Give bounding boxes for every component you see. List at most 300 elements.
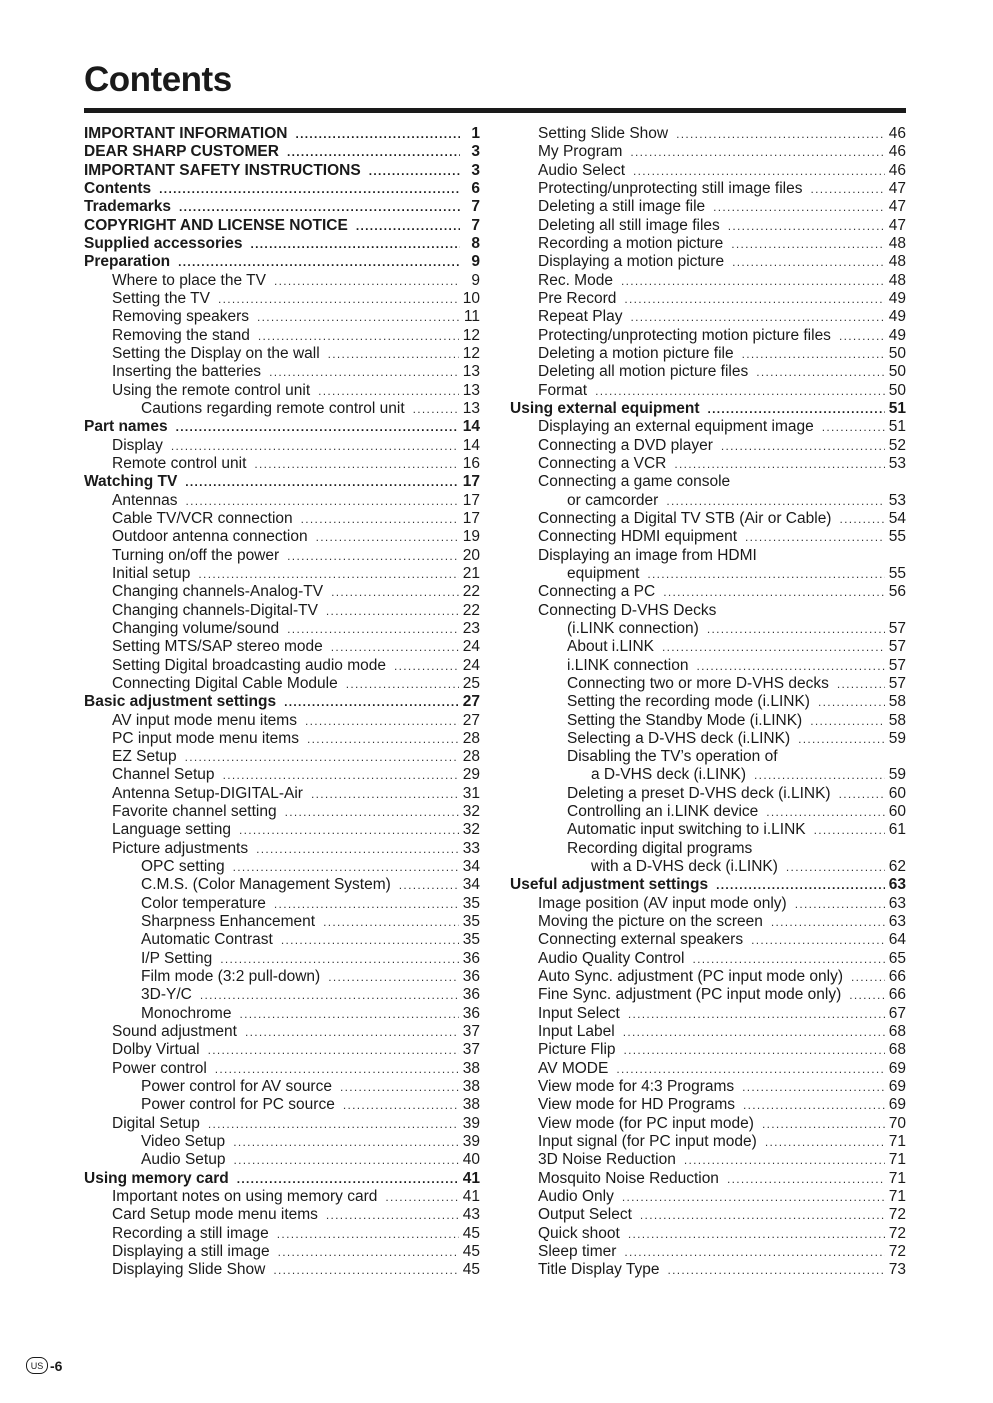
toc-entry-page: 13: [462, 399, 480, 417]
toc-entry: [510, 492, 906, 510]
toc-entry-page: 49: [888, 289, 906, 307]
toc-dot-leader: [811, 180, 885, 198]
toc-entry: [510, 895, 906, 913]
toc-entry-page: 36: [462, 949, 480, 967]
toc-entry-page: 36: [462, 968, 480, 986]
toc-entry: [510, 162, 906, 180]
toc-entry-page: 21: [462, 564, 480, 582]
toc-entry: [510, 1206, 906, 1224]
toc-dot-leader: [751, 931, 885, 949]
toc-dot-leader: [810, 712, 885, 730]
toc-entry-page: 38: [462, 1078, 480, 1096]
toc-entry-title: Favorite channel setting: [112, 803, 277, 821]
toc-entry-title: Changing channels-Digital-TV: [112, 601, 318, 619]
toc-dot-leader: [233, 1133, 459, 1151]
toc-entry: [510, 693, 906, 711]
toc-entry: [510, 986, 906, 1004]
toc-entry: [84, 675, 480, 693]
toc-entry-page: 3: [471, 161, 480, 179]
toc-dot-leader: [743, 1096, 885, 1114]
toc-entry-page: 65: [888, 949, 906, 967]
toc-entry-title: COPYRIGHT AND LICENSE NOTICE: [84, 216, 348, 234]
toc-entry: [510, 766, 906, 784]
toc-entry-title: Image position (AV input mode only): [538, 894, 787, 912]
toc-entry-title: Audio Setup: [141, 1151, 226, 1169]
toc-entry-title: AV MODE: [538, 1059, 609, 1077]
toc-dot-leader: [287, 620, 459, 638]
toc-entry-page: 34: [462, 876, 480, 894]
toc-entry: [84, 492, 480, 510]
toc-entry-page: 66: [888, 968, 906, 986]
toc-entry: [84, 986, 480, 1004]
toc-entry-title: (i.LINK connection): [567, 619, 699, 637]
page-number: -6: [50, 1357, 63, 1374]
toc-entry-title: Sound adjustment: [112, 1023, 237, 1041]
toc-dot-leader: [754, 766, 885, 784]
toc-dot-leader: [786, 858, 885, 876]
toc-entry-page: 23: [462, 619, 480, 637]
toc-entry: [510, 931, 906, 949]
toc-entry: [84, 766, 480, 784]
toc-entry-title: Remote control unit: [112, 454, 247, 472]
toc-entry-title: Cable TV/VCR connection: [112, 509, 293, 527]
toc-entry-page: 27: [462, 711, 480, 729]
toc-entry-title: Removing speakers: [112, 308, 249, 326]
toc-entry: [510, 528, 906, 546]
toc-entry-page: 49: [888, 308, 906, 326]
toc-entry: [84, 785, 480, 803]
toc-entry-page: 60: [888, 784, 906, 802]
toc-entry-title: Quick shoot: [538, 1224, 620, 1242]
toc-entry: [510, 657, 906, 675]
toc-dot-leader: [621, 272, 885, 290]
page-footer: [26, 1357, 62, 1374]
toc-entry-title: OPC setting: [141, 858, 225, 876]
toc-entry-page: 7: [471, 198, 480, 216]
toc-entry: [84, 1023, 480, 1041]
toc-entry-title: Audio Select: [538, 161, 626, 179]
toc-entry-page: 22: [462, 583, 480, 601]
toc-entry-page: 37: [462, 1023, 480, 1041]
toc-entry: [84, 620, 480, 638]
toc-entry-page: 8: [471, 234, 480, 252]
toc-entry: [84, 400, 480, 418]
toc-entry: [510, 730, 906, 748]
toc-entry: [510, 858, 906, 876]
toc-entry-page: 16: [462, 454, 480, 472]
toc-entry: [84, 1188, 480, 1206]
toc-entry-title: Format: [538, 381, 588, 399]
toc-dot-leader: [316, 528, 459, 546]
toc-entry: [84, 382, 480, 400]
toc-right-column: [510, 125, 906, 1280]
toc-entry: [84, 235, 480, 253]
toc-entry-title: Initial setup: [112, 564, 191, 582]
toc-entry-page: 71: [888, 1133, 906, 1151]
toc-entry-title: Channel Setup: [112, 766, 215, 784]
toc-entry-page: 35: [462, 894, 480, 912]
toc-dot-leader: [839, 785, 885, 803]
toc-entry: [84, 602, 480, 620]
toc-dot-leader: [245, 1023, 459, 1041]
toc-entry-page: 50: [888, 344, 906, 362]
toc-entry-title: Connecting Digital Cable Module: [112, 674, 338, 692]
toc-entry-page: 46: [888, 161, 906, 179]
toc-entry-page: 68: [888, 1041, 906, 1059]
toc-entry-title: Supplied accessories: [84, 234, 243, 252]
toc-entry: [510, 1078, 906, 1096]
toc-entry: [84, 363, 480, 381]
toc-entry-title: About i.LINK: [567, 638, 655, 656]
toc-entry: [84, 1115, 480, 1133]
toc-entry-page: 57: [888, 638, 906, 656]
toc-entry: [84, 1243, 480, 1261]
toc-dot-leader: [323, 913, 459, 931]
toc-entry-title: Antenna Setup-DIGITAL-Air: [112, 784, 303, 802]
toc-entry-title: Deleting all motion picture files: [538, 363, 749, 381]
toc-dot-leader: [274, 895, 459, 913]
toc-entry: [510, 198, 906, 216]
toc-entry-title: Selecting a D-VHS deck (i.LINK): [567, 729, 791, 747]
toc-entry: [84, 1170, 480, 1188]
toc-entry: [510, 840, 906, 858]
toc-entry-title: Using external equipment: [510, 399, 700, 417]
toc-dot-leader: [287, 547, 459, 565]
toc-entry-page: 24: [462, 638, 480, 656]
toc-entry-title: Basic adjustment settings: [84, 693, 277, 711]
toc-dot-leader: [254, 455, 458, 473]
toc-entry: [510, 143, 906, 161]
toc-entry: [84, 730, 480, 748]
toc-entry: [510, 125, 906, 143]
toc-entry-title: I/P Setting: [141, 949, 213, 967]
toc-entry: [84, 821, 480, 839]
toc-entry-title: Language setting: [112, 821, 231, 839]
toc-dot-leader: [257, 308, 460, 326]
toc-entry: [510, 437, 906, 455]
toc-entry-page: 71: [888, 1169, 906, 1187]
toc-entry-title: 3D Noise Reduction: [538, 1151, 676, 1169]
toc-dot-leader: [622, 1188, 885, 1206]
toc-entry: [510, 290, 906, 308]
toc-entry-title: Protecting/unprotecting motion picture files: [538, 326, 831, 344]
region-badge: US: [26, 1357, 48, 1374]
toc-entry-page: 45: [462, 1243, 480, 1261]
toc-entry-title: Auto Sync. adjustment (PC input mode only): [538, 968, 843, 986]
toc-entry: [84, 528, 480, 546]
toc-entry-page: 37: [462, 1041, 480, 1059]
toc-entry-title: 3D-Y/C: [141, 986, 192, 1004]
toc-entry-page: 50: [888, 363, 906, 381]
toc-entry: [510, 1243, 906, 1261]
toc-entry: [84, 1151, 480, 1169]
toc-entry: [84, 437, 480, 455]
toc-entry-page: 49: [888, 326, 906, 344]
toc-dot-leader: [713, 198, 885, 216]
toc-entry: [84, 290, 480, 308]
toc-dot-leader: [331, 638, 459, 656]
toc-entry-page: 33: [462, 839, 480, 857]
toc-entry-title: Fine Sync. adjustment (PC input mode only): [538, 986, 842, 1004]
toc-dot-leader: [742, 1078, 885, 1096]
toc-entry-title: Using memory card: [84, 1169, 229, 1187]
toc-dot-leader: [640, 1206, 885, 1224]
toc-entry-title: IMPORTANT SAFETY INSTRUCTIONS: [84, 161, 361, 179]
toc-entry-title: Setting the recording mode (i.LINK): [567, 693, 810, 711]
toc-entry: [84, 1096, 480, 1114]
toc-entry-page: 6: [471, 179, 480, 197]
toc-entry: [510, 253, 906, 271]
toc-entry-title: Connecting a Digital TV STB (Air or Cable): [538, 509, 832, 527]
toc-entry-title: EZ Setup: [112, 748, 177, 766]
toc-dot-leader: [663, 583, 885, 601]
toc-entry: [84, 1078, 480, 1096]
toc-entry-title: Connecting a DVD player: [538, 436, 713, 454]
toc-entry: [510, 1133, 906, 1151]
toc-entry-page: 41: [462, 1188, 480, 1206]
page-title: Contents: [84, 60, 232, 99]
toc-entry-title: Connecting HDMI equipment: [538, 528, 738, 546]
toc-entry-title: Turning on/off the power: [112, 546, 280, 564]
toc-dot-leader: [215, 1060, 459, 1078]
toc-entry-page: 70: [888, 1114, 906, 1132]
toc-entry-title: Input Select: [538, 1004, 620, 1022]
toc-entry: [510, 1151, 906, 1169]
toc-dot-leader: [849, 986, 885, 1004]
toc-entry-page: 53: [888, 491, 906, 509]
toc-entry: [84, 1261, 480, 1279]
toc-entry-page: 12: [462, 344, 480, 362]
toc-entry: [84, 748, 480, 766]
toc-entry-title: Output Select: [538, 1206, 632, 1224]
toc-entry-title: Deleting a motion picture file: [538, 344, 734, 362]
toc-dot-leader: [684, 1151, 885, 1169]
toc-dot-leader: [251, 235, 460, 253]
toc-entry-page: 66: [888, 986, 906, 1004]
toc-dot-leader: [818, 693, 885, 711]
toc-dot-leader: [218, 290, 459, 308]
toc-entry-page: 57: [888, 619, 906, 637]
toc-entry-page: 48: [888, 234, 906, 252]
toc-entry: [84, 1041, 480, 1059]
toc-entry: [84, 895, 480, 913]
toc-entry: [84, 1225, 480, 1243]
toc-entry-page: 48: [888, 271, 906, 289]
toc-entry-title: Recording a motion picture: [538, 234, 724, 252]
toc-entry-page: 36: [462, 1004, 480, 1022]
toc-entry-title: Contents: [84, 179, 152, 197]
toc-dot-leader: [277, 1225, 459, 1243]
toc-entry-page: 28: [462, 748, 480, 766]
toc-dot-leader: [185, 748, 459, 766]
toc-entry-title: IMPORTANT INFORMATION: [84, 125, 288, 142]
toc-entry: [84, 125, 480, 143]
toc-entry-title: Pre Record: [538, 289, 617, 307]
toc-entry-page: 48: [888, 253, 906, 271]
toc-entry-title: Input signal (for PC input mode): [538, 1133, 757, 1151]
toc-entry-page: 63: [888, 876, 906, 894]
toc-entry-title: Deleting all still image files: [538, 216, 720, 234]
toc-entry-title: Audio Quality Control: [538, 949, 685, 967]
toc-entry-title: Setting the TV: [112, 289, 210, 307]
toc-dot-leader: [727, 1170, 885, 1188]
toc-entry-page: 46: [888, 143, 906, 161]
toc-entry: [84, 180, 480, 198]
toc-entry: [84, 217, 480, 235]
toc-entry-title: Sleep timer: [538, 1243, 617, 1261]
toc-entry: [510, 803, 906, 821]
toc-entry: [84, 473, 480, 491]
toc-entry-title: Automatic Contrast: [141, 931, 273, 949]
toc-entry-page: 63: [888, 913, 906, 931]
toc-dot-leader: [765, 1133, 885, 1151]
toc-entry: [510, 308, 906, 326]
toc-entry: [84, 1060, 480, 1078]
toc-entry-page: 17: [462, 473, 480, 491]
toc-entry-title: View mode for HD Programs: [538, 1096, 735, 1114]
toc-dot-leader: [318, 382, 459, 400]
toc-entry-title: Video Setup: [141, 1133, 226, 1151]
toc-entry-page: 61: [888, 821, 906, 839]
toc-entry: [84, 840, 480, 858]
toc-entry: [510, 968, 906, 986]
toc-entry-title: equipment: [567, 564, 640, 582]
toc-dot-leader: [674, 455, 884, 473]
toc-entry: [510, 510, 906, 528]
toc-entry: [84, 510, 480, 528]
toc-entry-title: Trademarks: [84, 198, 172, 216]
toc-entry-page: 24: [462, 656, 480, 674]
toc-entry-title: Recording a still image: [112, 1224, 269, 1242]
toc-dot-leader: [731, 235, 885, 253]
toc-entry-page: 72: [888, 1243, 906, 1261]
toc-entry-page: 12: [462, 326, 480, 344]
toc-dot-leader: [851, 968, 885, 986]
toc-entry-page: 38: [462, 1059, 480, 1077]
toc-entry-page: 58: [888, 693, 906, 711]
toc-entry: [84, 950, 480, 968]
toc-dot-leader: [766, 803, 884, 821]
toc-entry-title: Changing channels-Analog-TV: [112, 583, 324, 601]
toc-entry-page: 29: [462, 766, 480, 784]
toc-entry-title: Connecting external speakers: [538, 931, 744, 949]
toc-entry: [84, 803, 480, 821]
toc-entry-page: 50: [888, 381, 906, 399]
toc-entry-page: 67: [888, 1004, 906, 1022]
toc-dot-leader: [326, 1206, 459, 1224]
toc-entry-title: Watching TV: [84, 473, 178, 491]
toc-entry-page: 36: [462, 986, 480, 1004]
toc-dot-leader: [233, 1151, 458, 1169]
toc-dot-leader: [176, 418, 459, 436]
toc-entry: [510, 638, 906, 656]
toc-dot-leader: [837, 675, 885, 693]
toc-entry: [510, 1041, 906, 1059]
toc-entry-page: 52: [888, 436, 906, 454]
toc-entry: [510, 1060, 906, 1078]
toc-dot-leader: [762, 1115, 885, 1133]
toc-entry-title: Monochrome: [141, 1004, 232, 1022]
toc-entry-page: 51: [888, 399, 906, 417]
toc-entry-page: 71: [888, 1188, 906, 1206]
toc-entry-title: AV input mode menu items: [112, 711, 297, 729]
toc-dot-leader: [742, 345, 885, 363]
toc-entry: [510, 620, 906, 638]
toc-entry-page: 57: [888, 674, 906, 692]
toc-entry: [84, 253, 480, 271]
toc-entry-page: 34: [462, 858, 480, 876]
toc-entry-page: 14: [462, 436, 480, 454]
toc-dot-leader: [356, 217, 460, 235]
toc-entry: [510, 712, 906, 730]
toc-dot-leader: [186, 492, 459, 510]
toc-entry-page: 3: [471, 143, 480, 161]
toc-entry: [510, 235, 906, 253]
toc-entry-title: Preparation: [84, 253, 171, 271]
toc-entry-title: Displaying a still image: [112, 1243, 270, 1261]
toc-entry-title: Changing volume/sound: [112, 619, 280, 637]
toc-entry-title: Picture adjustments: [112, 839, 249, 857]
title-rule: [84, 108, 906, 113]
toc-dot-leader: [258, 327, 459, 345]
toc-entry: [84, 931, 480, 949]
toc-dot-leader: [666, 492, 884, 510]
toc-entry-page: 27: [462, 693, 480, 711]
toc-dot-leader: [814, 821, 885, 839]
toc-entry-page: 9: [471, 253, 480, 271]
toc-dot-leader: [798, 730, 885, 748]
toc-entry-page: 13: [462, 381, 480, 399]
toc-entry: [84, 693, 480, 711]
toc-dot-leader: [278, 1243, 459, 1261]
toc-entry-page: 55: [888, 564, 906, 582]
toc-dot-leader: [630, 143, 884, 161]
toc-entry: [510, 217, 906, 235]
toc-dot-leader: [839, 510, 884, 528]
toc-entry-page: 10: [462, 289, 480, 307]
toc-dot-leader: [198, 565, 458, 583]
toc-entry-title: Important notes on using memory card: [112, 1188, 378, 1206]
toc-entry: [84, 162, 480, 180]
toc-entry: [510, 583, 906, 601]
toc-dot-leader: [394, 657, 459, 675]
toc-entry-page: 40: [462, 1151, 480, 1169]
toc-entry: [84, 1133, 480, 1151]
toc-entry: [84, 638, 480, 656]
toc-dot-leader: [707, 620, 885, 638]
toc-entry-title: Audio Only: [538, 1188, 614, 1206]
toc-entry: [84, 198, 480, 216]
toc-entry-page: 14: [462, 418, 480, 436]
toc-entry-title: View mode (for PC input mode): [538, 1114, 754, 1132]
toc-dot-leader: [795, 895, 885, 913]
toc-entry: [510, 1188, 906, 1206]
toc-dot-leader: [208, 1115, 459, 1133]
toc-entry-page: 47: [888, 216, 906, 234]
toc-entry-page: 72: [888, 1206, 906, 1224]
toc-entry: [84, 1005, 480, 1023]
toc-dot-leader: [273, 1261, 458, 1279]
toc-entry-page: 69: [888, 1096, 906, 1114]
toc-dot-leader: [340, 1078, 459, 1096]
toc-dot-leader: [301, 510, 459, 528]
toc-entry-page: 47: [888, 179, 906, 197]
toc-entry-title: Inserting the batteries: [112, 363, 262, 381]
toc-entry-page: 45: [462, 1261, 480, 1279]
toc-entry: [510, 1170, 906, 1188]
toc-dot-leader: [623, 1023, 885, 1041]
toc-entry: [510, 1096, 906, 1114]
